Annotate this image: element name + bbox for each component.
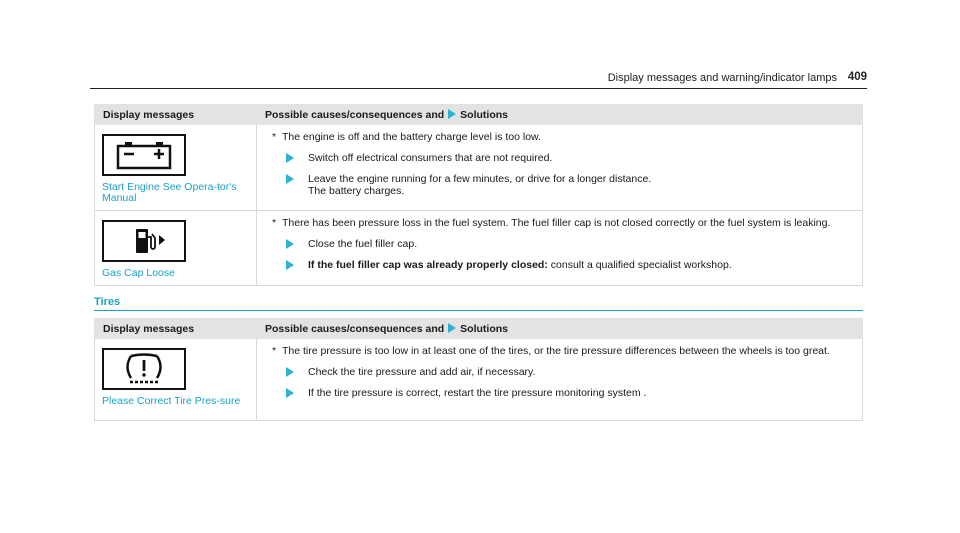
cause-cell: * The tire pressure is too low in at least one of the tires, or the tire pressure differences between the wheels is too great. Check the tire pressure and add air, if necessary. If the tire pressure is correct, restart the tire pressure monitoring system . [257, 339, 863, 421]
solution-text: Close the fuel filler cap. [308, 238, 418, 250]
arrow-icon [286, 367, 294, 377]
page-header [90, 72, 867, 89]
solution-text: Check the tire pressure and add air, if necessary. [308, 366, 536, 378]
arrow-icon [286, 260, 294, 270]
solution-text: Leave the engine running for a few minutes, or drive for a longer distance. [308, 173, 652, 185]
arrow-icon [448, 109, 456, 119]
cause-text: There has been pressure loss in the fuel system. The fuel filler cap is not closed correctly or the fuel system is leaking. [282, 217, 831, 229]
cause-text: The engine is off and the battery charge level is too low. [282, 131, 541, 143]
arrow-icon [286, 153, 294, 163]
display-messages-table [94, 104, 863, 286]
arrow-icon [286, 388, 294, 398]
solution-note: The battery charges. [308, 185, 405, 197]
header-title: Display messages and warning/indicator lamps [607, 72, 837, 84]
cause-cell: * There has been pressure loss in the fuel system. The fuel filler cap is not closed correctly or the fuel system is leaking. Close the fuel filler cap. If the fuel filler cap was already properly closed: consult a qualified specialist workshop. [257, 211, 863, 286]
message-cell [95, 339, 257, 421]
tire-pressure-icon [102, 348, 186, 390]
tires-table [94, 318, 863, 421]
message-label: Please Correct Tire Pres-sure [102, 395, 241, 407]
battery-icon [102, 134, 186, 176]
message-cell [95, 125, 257, 211]
col-header-display-messages: Display messages [95, 319, 257, 339]
table-row [95, 125, 863, 211]
cause-text: The tire pressure is too low in at least one of the tires, or the tire pressure differences between the wheels is too great. [282, 345, 830, 357]
solution-text: If the tire pressure is correct, restart the tire pressure monitoring system . [308, 387, 647, 399]
arrow-icon [286, 239, 294, 249]
col-header-display-messages: Display messages [95, 105, 257, 125]
col-header-causes: Possible causes/consequences and Solutions [257, 105, 863, 125]
page-number: 409 [847, 71, 867, 83]
table-row [95, 211, 863, 286]
fuel-pump-icon [102, 220, 186, 262]
arrow-icon [448, 323, 456, 333]
cause-cell: * The engine is off and the battery charge level is too low. Switch off electrical consumers that are not required. Leave the engine running for a few minutes, or drive for a longer distance. The battery charges. [257, 125, 863, 211]
col-header-causes: Possible causes/consequences and Solutions [257, 319, 863, 339]
solution-text: consult a qualified specialist workshop. [550, 259, 732, 271]
table-row [95, 339, 863, 421]
solution-condition: If the fuel filler cap was already properly closed: [308, 259, 548, 271]
section-title-tires: Tires [94, 296, 863, 311]
arrow-icon [286, 174, 294, 184]
message-cell [95, 211, 257, 286]
message-label: Gas Cap Loose [102, 267, 175, 279]
solution-text: Switch off electrical consumers that are not required. [308, 152, 553, 164]
message-label: Start Engine See Opera-tor's Manual [102, 181, 237, 204]
